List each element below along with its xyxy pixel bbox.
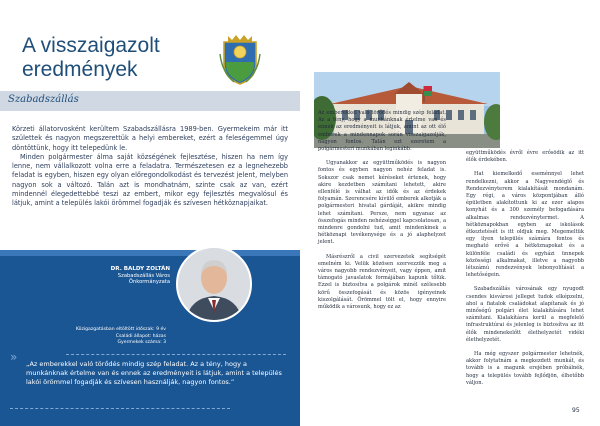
page-title — [22, 34, 160, 82]
pull-quote: „Az emberekkel való törődés mindig szép feladat. Az a tény, hogy a munkánknak értelme van és ennek az eredményeit is látjuk, amint a település lakói örömmel fogadják és szívesen használják, nagyon fontos.” — [26, 360, 282, 386]
coat-of-arms-icon — [218, 32, 262, 86]
article-paragraph: Szabadszállás városának egy nyugodt csendes kisvárosi jelleget tudok elképzelni, ahol a fiatalok családokat alapítanak és jó minőségű polgári élet kialakítására lehet számítani. Kialakításra kerül a megfelelő infrastruktúrai és jelenleg is biztosítva az itt élők mindenekelőtt élethelyzetét vidéki élethelyzetét. — [466, 286, 584, 343]
page-number: 95 — [572, 407, 580, 414]
section-title: Szabadszállás — [8, 94, 79, 105]
portrait-photo — [176, 246, 252, 322]
intro-paragraph: Körzeti állatorvosként kerültem Szabadszállásra 1989-ben. Gyermekeim már itt születtek és nagyon megszerettük a helyi embereket, ezért a feleségemmel úgy döntöttünk, hogy itt telepedünk le. — [12, 125, 288, 152]
quote-divider-top — [66, 354, 286, 355]
quote-divider-bottom — [10, 408, 230, 409]
article-column-2 — [466, 90, 584, 387]
article-paragraph: Hat kiemelkedő eseménnyel lehet rendelkezni, akkor a Nagyvendéglő és Rendezvényterem kialakítását mondanám. Egy régi, a város központjában álló épületben alakítottunk ki az ezer alapos konyhát és a 300 személy befogadására alkalmas rendezvénytermet. A hétköznapokban egyben az iskolások étkeztetését is itt oldjuk meg. Megemeltük egy ilyen település számára fontos és megható erővé a hétköznapokat és a különféle családi és egyházi ünnepek közösségi alkalmakat, illetve a nagyobb létszámú rendezvények lebonyolítását a lehetőségein. — [466, 171, 584, 279]
fact-item: Családi állapot: házas — [115, 333, 166, 339]
fact-item: Közigazgatásban eltöltött időszak: 9 év — [75, 327, 166, 332]
title-line-1: A visszaigazolt — [22, 34, 160, 57]
intro-paragraph: Minden polgármester álma saját községének fejlesztése, hiszen ha nem így lenne, nem vállalkozott volna erre a feladatra. Természetesen ez a legnehezebb feladat is egyben, hiszen egy olyan előregondolkodást és tervezést jelent, melyben nagyon sok a változó. Talán azt is mondhatnám, szinte csak az van, ezért mindennél élegedettebbé teszi az embert, mikor egy fejlesztés megvalósul és látjuk, amint a település lakói örömmel fogadják és szívesen hétköznapjaikat. — [12, 152, 288, 208]
intro-text — [12, 125, 288, 209]
fact-item: Gyermekek száma: 3 — [117, 340, 166, 346]
person-name: DR. BALDY ZOLTÁN — [110, 266, 170, 272]
article-paragraph: Másrészről a civil szervezetek segítségét emelném ki. Velük közösen szervezzük meg a város nagyobb rendezvényeit, vagy éppen, amit támogató javaslatok formájában kapunk tőlük. Ezzel is biztosítva a polgárok minél szélesebb körű összefogását és közös igényeinek kiszolgálását. Örömmel tölt el, hogy ennyire működik a városunk, hogy ez az — [318, 253, 446, 311]
article-paragraph: Az emberekkel való törődés mindig szép feladat. Az a tény, hogy a munkánknak értelme van és ennek az eredményeit is látjuk, amint az ott élő emberek a mindennapok során visszaigazolják, nagyon fontos. Talán ezt szeretem a polgármesteri munkában leginkább. — [318, 110, 446, 153]
quote-arrow-icon: » — [10, 350, 18, 364]
section-band — [0, 91, 300, 111]
person-role: Önkormányzata — [128, 279, 170, 286]
person-caption — [90, 266, 170, 286]
article-column-1 — [318, 110, 446, 311]
person-role: Szabadszállás Város — [117, 272, 170, 279]
panel-top-strip — [0, 250, 300, 256]
article-paragraph: Ugyanakkor az együttműködés is nagyon fontos és egyben nagyon nehéz feladat is. Sokszor csak nemet kéréseket értenek, hogy akire kezdetben számítani lehetett, akire ellenfélé is válhat az idők és az érdekek folyamán. Szerencsére kívülő emberek alkotják a polgármesteri hivatal gárdáját, akikre mindig lehet számítani. Persze, nem ugyanaz az összefogás minden nehézséggel kapcsolatosan, a mindenre gondolni tud, amit mindenkinek a hétköznapi tevékenysége és a jó alaphelyzet jelent. — [318, 160, 446, 246]
article-paragraph: együttműködés évről évre erősödik az itt élők érdekében. — [466, 150, 584, 164]
person-portrait-icon — [178, 248, 250, 320]
fact-list — [16, 327, 166, 347]
title-line-2: eredmények — [22, 58, 138, 81]
article-paragraph: Ha még egyszer polgármester lehetnék, akkor folytatnám a megkezdett munkát, és tovább is a magunk erejében próbálnék, hogy a település tovább fejlődjön, élhetőbb váljon. — [466, 351, 584, 386]
